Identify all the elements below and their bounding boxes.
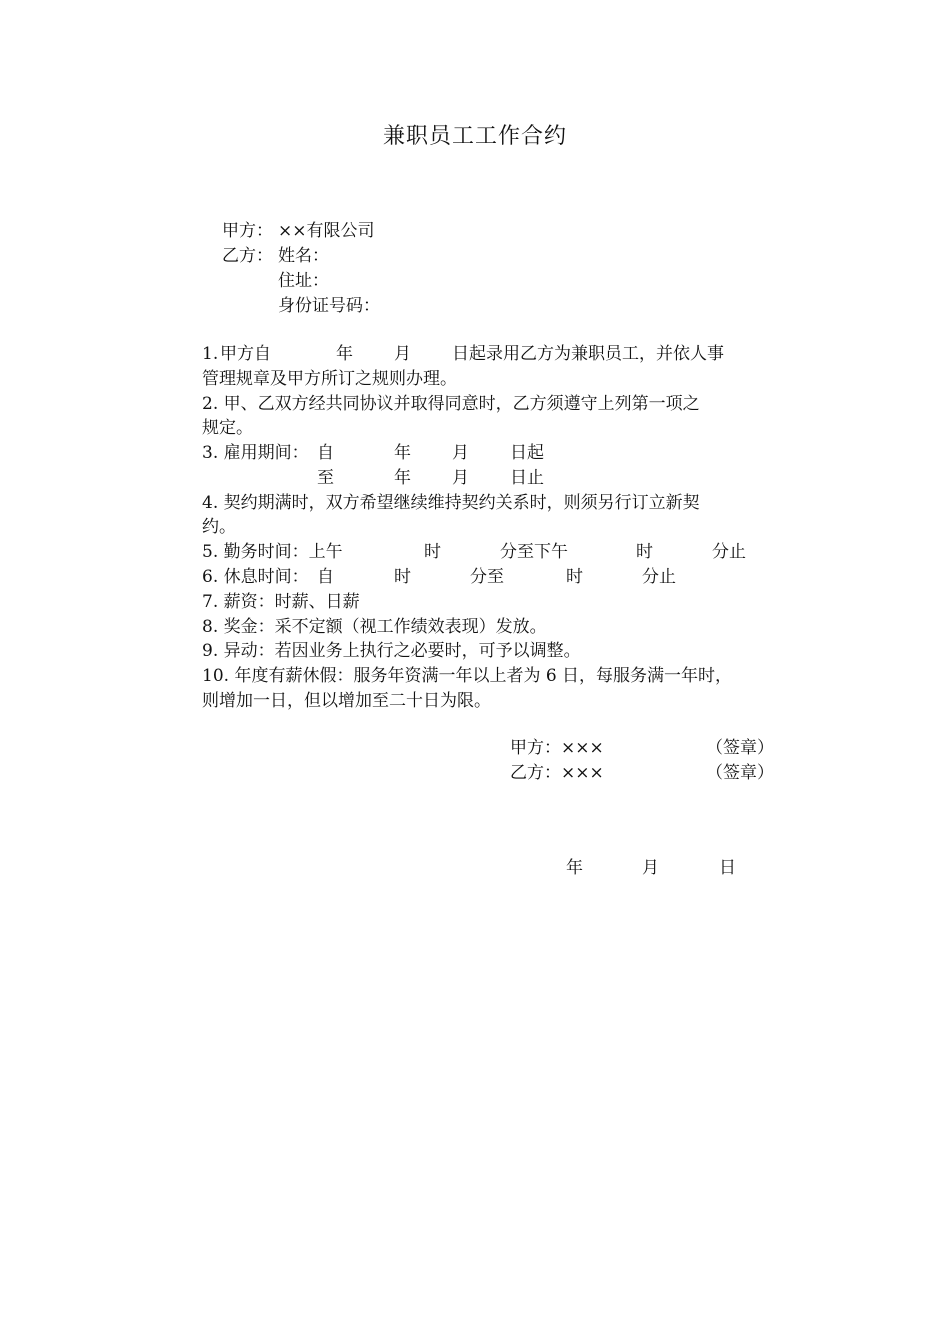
party-a-name: ××有限公司 (278, 221, 375, 241)
clause-10-line-1: 10. 年度有薪休假：服务年资满一年以上者为 6 日，每服务满一年时， (202, 666, 733, 686)
clause-6-hour: 时 (394, 567, 411, 587)
clause-1-start: 甲方自 (220, 344, 271, 364)
clause-4-line-2: 约。 (202, 517, 236, 537)
clause-6-end: 分止 (642, 567, 676, 587)
clause-1-line-2: 管理规章及甲方所订之规则办理。 (202, 369, 457, 389)
clause-8: 8. 奖金：采不定额（视工作绩效表现）发放。 (202, 617, 547, 637)
seal-party-b: （签章） (706, 763, 774, 783)
party-b-name-label: 姓名： (278, 246, 329, 266)
clause-1-year: 年 (336, 344, 353, 364)
clause-6-min-to: 分至 (470, 567, 504, 587)
clause-6-from: 自 (317, 567, 334, 587)
party-b-address-label: 住址： (278, 271, 329, 291)
clause-3-year-start: 年 (394, 443, 411, 463)
clause-5-min-to-pm: 分至下午 (500, 542, 568, 562)
clause-2-line-2: 规定。 (202, 418, 253, 438)
clause-3-day-start: 日起 (510, 443, 544, 463)
clause-5-hour: 时 (424, 542, 441, 562)
document-title: 兼职员工工作合约 (382, 124, 567, 149)
clause-5-end: 分止 (712, 542, 746, 562)
date-month: 月 (642, 858, 659, 878)
date-year: 年 (566, 858, 583, 878)
clause-7: 7. 薪资：时薪、日薪 (202, 592, 360, 612)
clause-1-number: 1. (202, 344, 219, 364)
clause-2-line-1: 2. 甲、乙双方经共同协议并取得同意时，乙方须遵守上列第一项之 (202, 394, 700, 414)
clause-3-to: 至 (317, 468, 334, 488)
clause-6-hour-2: 时 (566, 567, 583, 587)
signature-party-a: 甲方：××× (510, 738, 604, 758)
clause-1-month: 月 (394, 344, 411, 364)
clause-3-label: 3. 雇用期间： (202, 443, 309, 463)
date-day: 日 (719, 858, 736, 878)
clause-6-label: 6. 休息时间： (202, 567, 309, 587)
party-b-id-label: 身份证号码： (278, 296, 380, 316)
clause-4-line-1: 4. 契约期满时，双方希望继续维持契约关系时，则须另行订立新契 (202, 493, 700, 513)
clause-5-label: 5. 勤务时间：上午 (202, 542, 343, 562)
clause-3-from: 自 (317, 443, 334, 463)
seal-party-a: （签章） (706, 738, 774, 758)
clause-9: 9. 异动：若因业务上执行之必要时，可予以调整。 (202, 641, 581, 661)
party-a-label: 甲方： (222, 221, 273, 241)
signature-party-b: 乙方：××× (510, 763, 604, 783)
clause-5-hour-2: 时 (636, 542, 653, 562)
clause-3-day-end: 日止 (510, 468, 544, 488)
clause-3-month-end: 月 (452, 468, 469, 488)
clause-10-line-2: 则增加一日，但以增加至二十日为限。 (202, 691, 491, 711)
party-b-label: 乙方： (222, 246, 273, 266)
clause-1-rest: 日起录用乙方为兼职员工，并依人事 (452, 344, 724, 364)
clause-3-month-start: 月 (452, 443, 469, 463)
clause-3-year-end: 年 (394, 468, 411, 488)
